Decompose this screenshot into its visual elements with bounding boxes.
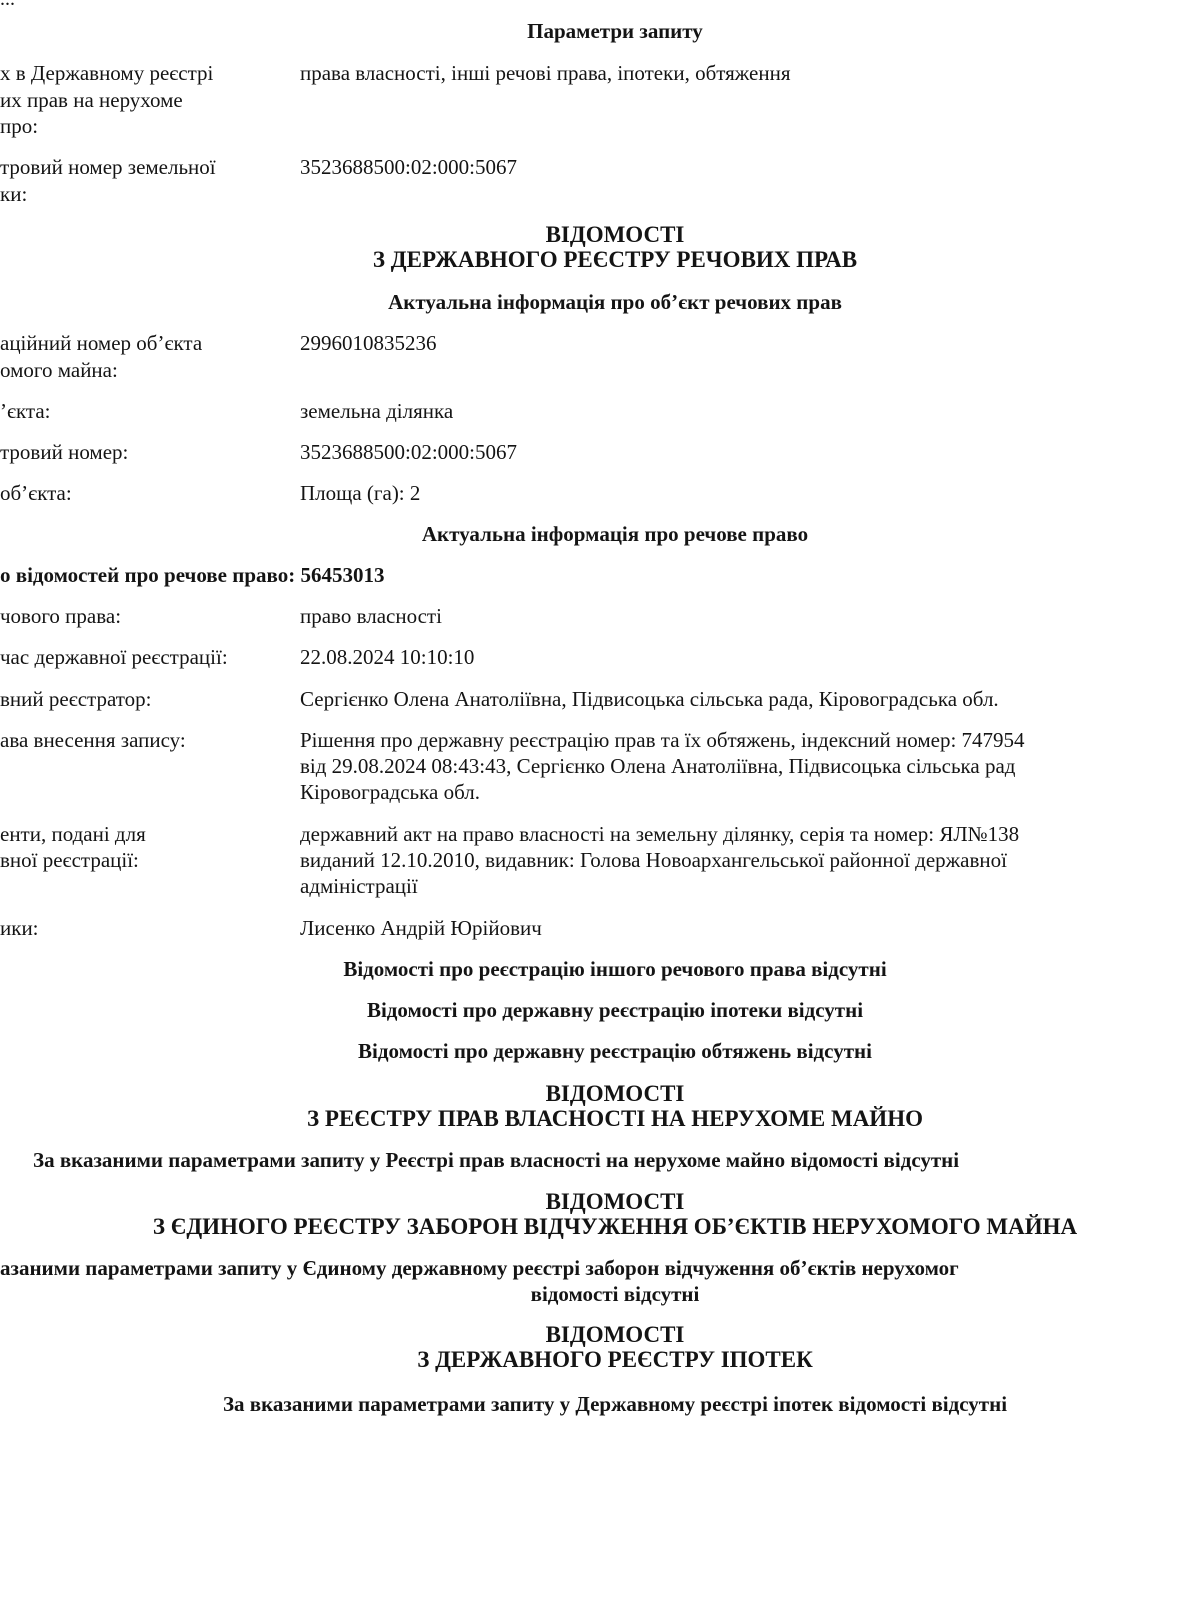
cadastre-label-1: тровий номер земельної — [0, 155, 216, 179]
basis-label: ава внесення запису: — [0, 728, 186, 752]
section3-note-2: відомості відсутні — [530, 1282, 700, 1306]
registrar-label: вний реєстратор: — [0, 687, 152, 711]
section3-title-1: ВІДОМОСТІ — [545, 1189, 685, 1214]
object-type-label: ’єкта: — [0, 399, 51, 423]
registrar-value: Сергієнко Олена Анатоліївна, Підвисоцька сільська рада, Кіровоградська обл. — [300, 687, 999, 711]
object-heading: Актуальна інформація про об’єкт речових прав — [388, 290, 842, 314]
documents-value-2: виданий 12.10.2010, видавник: Голова Новоархангельської районної державної — [300, 848, 1007, 872]
search-label-2: их прав на нерухоме — [0, 88, 183, 112]
basis-value-2: від 29.08.2024 08:43:43, Сергієнко Олена Анатоліївна, Підвисоцька сільська рад — [300, 754, 1016, 778]
owners-label: ики: — [0, 916, 39, 940]
reg-date-value: 22.08.2024 10:10:10 — [300, 645, 475, 669]
mortgage-absent: Відомості про державну реєстрацію іпотеки відсутні — [366, 998, 864, 1022]
section2-title-2: З РЕЄСТРУ ПРАВ ВЛАСНОСТІ НА НЕРУХОМЕ МАЙНО — [307, 1106, 923, 1131]
documents-value-1: державний акт на право власності на земельну ділянку, серія та номер: ЯЛ№138 — [300, 822, 1020, 846]
other-rights-absent: Відомості про реєстрацію іншого речового права відсутні — [343, 957, 887, 981]
section1-title-2: З ДЕРЖАВНОГО РЕЄСТРУ РЕЧОВИХ ПРАВ — [372, 247, 858, 272]
encumbrance-absent: Відомості про державну реєстрацію обтяжень відсутні — [358, 1039, 872, 1063]
documents-value-3: адміністрації — [300, 874, 418, 898]
search-value: права власності, інші речові права, іпотеки, обтяження — [300, 61, 791, 85]
reg-date-label: час державної реєстрації: — [0, 645, 228, 669]
section2-note: За вказаними параметрами запиту у Реєстрі прав власності на нерухоме майно відомості відсутні — [33, 1148, 960, 1172]
top-fragment — [0, 0, 15, 10]
request-title: Параметри запиту — [527, 19, 703, 43]
search-label-3: про: — [0, 114, 39, 138]
object-desc-label: об’єкта: — [0, 481, 72, 505]
right-heading: Актуальна інформація про речове право — [421, 522, 809, 546]
right-type-value: право власності — [300, 604, 442, 628]
right-type-label: чового права: — [0, 604, 122, 628]
owners-value: Лисенко Андрій Юрійович — [300, 916, 542, 940]
basis-value-3: Кіровоградська обл. — [300, 780, 480, 804]
section3-note-1: азаними параметрами запиту у Єдиному державному реєстрі заборон відчуження об’єктів нерухомог — [0, 1256, 959, 1280]
object-cadastre-label: тровий номер: — [0, 440, 129, 464]
reg-number-label-2: омого майна: — [0, 358, 118, 382]
object-cadastre-value: 3523688500:02:000:5067 — [300, 440, 518, 464]
section3-title-2: З ЄДИНОГО РЕЄСТРУ ЗАБОРОН ВІДЧУЖЕННЯ ОБ’ЄКТІВ НЕРУХОМОГО МАЙНА — [152, 1214, 1078, 1239]
documents-label-1: енти, подані для — [0, 822, 146, 846]
section2-title-1: ВІДОМОСТІ — [545, 1081, 685, 1106]
reg-number-value: 2996010835236 — [300, 331, 437, 355]
section1-title-1: ВІДОМОСТІ — [545, 222, 685, 247]
cadastre-label-2: ки: — [0, 182, 28, 206]
object-type-value: земельна ділянка — [300, 399, 454, 423]
documents-label-2: вної реєстрації: — [0, 848, 139, 872]
cadastre-value: 3523688500:02:000:5067 — [300, 155, 518, 179]
section4-note: За вказаними параметрами запиту у Державному реєстрі іпотек відомості відсутні — [222, 1392, 1008, 1416]
section4-title-2: З ДЕРЖАВНОГО РЕЄСТРУ ІПОТЕК — [417, 1347, 813, 1372]
basis-value-1: Рішення про державну реєстрацію прав та їх обтяжень, індексний номер: 747954 — [300, 728, 1025, 752]
reg-number-label-1: аційний номер об’єкта — [0, 331, 203, 355]
object-desc-value: Площа (га): 2 — [300, 481, 421, 505]
section4-title-1: ВІДОМОСТІ — [545, 1322, 685, 1347]
search-label-1: х в Державному реєстрі — [0, 61, 214, 85]
record-number: о відомостей про речове право: 56453013 — [0, 563, 385, 587]
